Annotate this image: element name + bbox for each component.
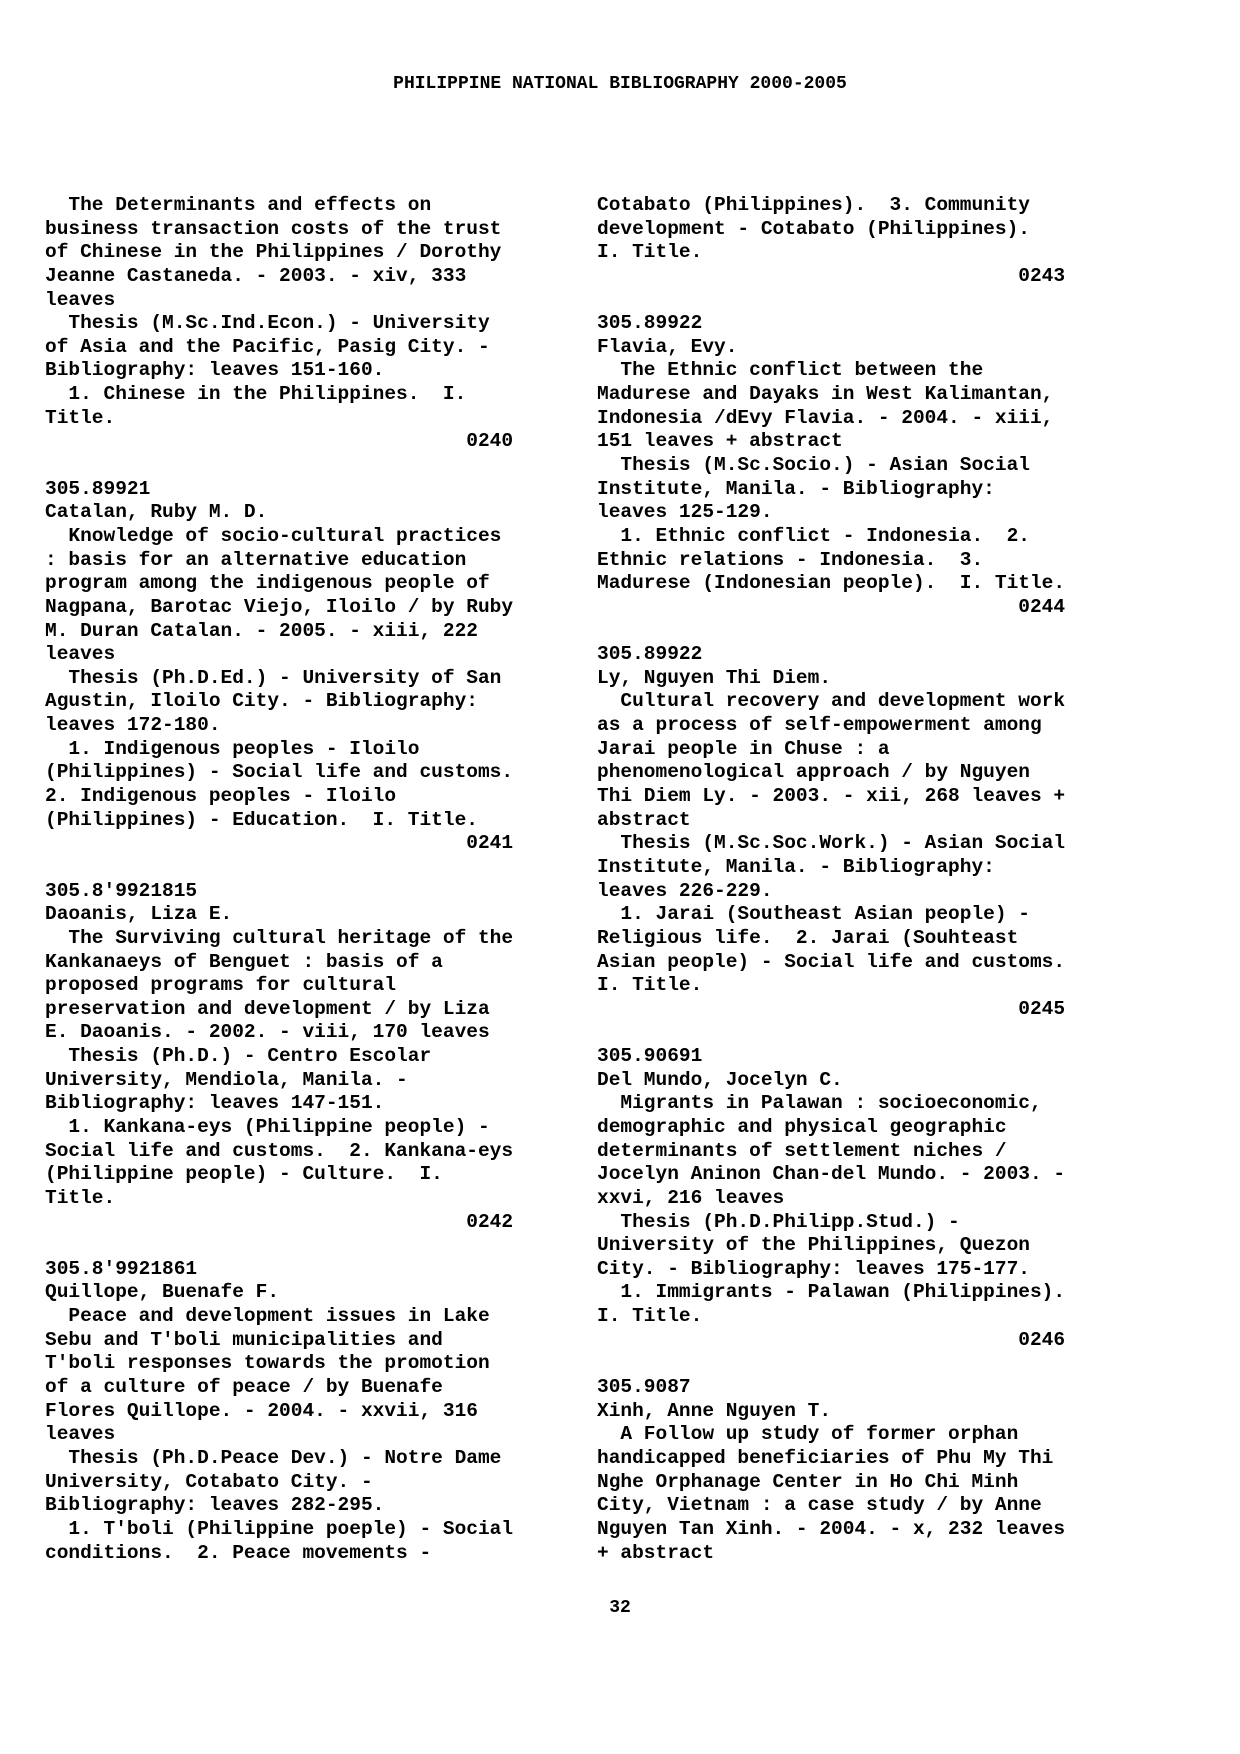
text-line: Institute, Manila. - Bibliography: bbox=[597, 855, 995, 878]
text-line: 305.90691 bbox=[597, 1045, 703, 1068]
text-line: Bibliography: leaves 147-151. bbox=[45, 1092, 385, 1115]
text-line: University of the Philippines, Quezon bbox=[597, 1234, 1030, 1257]
text-line: leaves 172-180. bbox=[45, 714, 221, 737]
text-line: Flores Quillope. - 2004. - xxvii, 316 bbox=[45, 1399, 478, 1422]
text-line: 1. Kankana-eys (Philippine people) - bbox=[45, 1115, 490, 1138]
text-line bbox=[597, 289, 1157, 313]
text-line: preservation and development / by Liza bbox=[45, 997, 490, 1020]
text-line: Xinh, Anne Nguyen T. bbox=[597, 1399, 832, 1422]
text-line bbox=[45, 454, 605, 478]
text-line: Madurese (Indonesian people). I. Title. bbox=[597, 572, 1066, 595]
text-line: 0241 bbox=[45, 832, 514, 855]
text-line bbox=[597, 620, 1157, 644]
text-line: Institute, Manila. - Bibliography: bbox=[597, 477, 995, 500]
text-line: of Chinese in the Philippines / Dorothy bbox=[45, 241, 502, 264]
page-header: PHILIPPINE NATIONAL BIBLIOGRAPHY 2000-2005 bbox=[393, 74, 847, 94]
text-line: 0245 bbox=[597, 997, 1066, 1020]
text-line: + abstract bbox=[597, 1541, 715, 1564]
text-line: Nguyen Tan Xinh. - 2004. - x, 232 leaves bbox=[597, 1517, 1066, 1540]
text-line: The Ethnic conflict between the bbox=[597, 359, 984, 382]
text-line: I. Title. bbox=[597, 241, 703, 264]
text-line: development - Cotabato (Philippines). bbox=[597, 217, 1030, 240]
text-line: 1. Chinese in the Philippines. I. bbox=[45, 383, 467, 406]
text-line: Ethnic relations - Indonesia. 3. bbox=[597, 548, 984, 571]
text-line: Thesis (Ph.D.) - Centro Escolar bbox=[45, 1045, 432, 1068]
text-line: (Philippines) - Social life and customs. bbox=[45, 761, 514, 784]
text-line: 1. Ethnic conflict - Indonesia. 2. bbox=[597, 524, 1030, 547]
text-line: Thesis (Ph.D.Peace Dev.) - Notre Dame bbox=[45, 1446, 502, 1469]
text-line bbox=[597, 1352, 1157, 1376]
text-line: 0240 bbox=[45, 430, 514, 453]
text-line: abstract bbox=[597, 808, 691, 831]
text-line: I. Title. bbox=[597, 1305, 703, 1328]
text-line: University, Mendiola, Manila. - bbox=[45, 1068, 408, 1091]
text-line: demographic and physical geographic bbox=[597, 1115, 1007, 1138]
text-line: 305.9087 bbox=[597, 1376, 691, 1399]
text-line: handicapped beneficiaries of Phu My Thi bbox=[597, 1446, 1054, 1469]
text-line bbox=[45, 1234, 605, 1258]
text-line: 0246 bbox=[597, 1328, 1066, 1351]
text-line: Flavia, Evy. bbox=[597, 335, 738, 358]
text-line: Thesis (Ph.D.Ed.) - University of San bbox=[45, 666, 502, 689]
text-line: leaves 226-229. bbox=[597, 879, 773, 902]
text-line: University, Cotabato City. - bbox=[45, 1470, 373, 1493]
text-line: Indonesia /dEvy Flavia. - 2004. - xiii, bbox=[597, 406, 1054, 429]
text-line: Thesis (M.Sc.Ind.Econ.) - University bbox=[45, 312, 490, 335]
text-line: Thesis (M.Sc.Socio.) - Asian Social bbox=[597, 454, 1030, 477]
text-line: City, Vietnam : a case study / by Anne bbox=[597, 1494, 1042, 1517]
right-column bbox=[597, 194, 1157, 1565]
text-line: leaves bbox=[45, 288, 116, 311]
text-line: Madurese and Dayaks in West Kalimantan, bbox=[597, 383, 1054, 406]
text-line: The Surviving cultural heritage of the bbox=[45, 926, 514, 949]
text-line: Title. bbox=[45, 1186, 116, 1209]
text-line: leaves 125-129. bbox=[597, 501, 773, 524]
text-line: 305.89922 bbox=[597, 643, 703, 666]
text-line: M. Duran Catalan. - 2005. - xiii, 222 bbox=[45, 619, 478, 642]
text-line: of Asia and the Pacific, Pasig City. - bbox=[45, 335, 490, 358]
text-line: Ly, Nguyen Thi Diem. bbox=[597, 666, 832, 689]
text-line: Bibliography: leaves 151-160. bbox=[45, 359, 385, 382]
text-line: 0244 bbox=[597, 595, 1066, 618]
text-line: Asian people) - Social life and customs. bbox=[597, 950, 1066, 973]
text-line: Sebu and T'boli municipalities and bbox=[45, 1328, 443, 1351]
text-line: Migrants in Palawan : socioeconomic, bbox=[597, 1092, 1042, 1115]
text-line: leaves bbox=[45, 1423, 116, 1446]
text-line: Thesis (Ph.D.Philipp.Stud.) - bbox=[597, 1210, 960, 1233]
text-line: The Determinants and effects on bbox=[45, 194, 432, 216]
text-line: A Follow up study of former orphan bbox=[597, 1423, 1019, 1446]
text-line: Social life and customs. 2. Kankana-eys bbox=[45, 1139, 514, 1162]
text-line: leaves bbox=[45, 643, 116, 666]
text-line: Jeanne Castaneda. - 2003. - xiv, 333 bbox=[45, 264, 467, 287]
text-line: 305.8'9921861 bbox=[45, 1257, 198, 1280]
text-line: City. - Bibliography: leaves 175-177. bbox=[597, 1257, 1030, 1280]
text-line: Quillope, Buenafe F. bbox=[45, 1281, 280, 1304]
text-line: conditions. 2. Peace movements - bbox=[45, 1541, 432, 1564]
text-line: Catalan, Ruby M. D. bbox=[45, 501, 268, 524]
text-line: Thesis (M.Sc.Soc.Work.) - Asian Social bbox=[597, 832, 1066, 855]
text-line: I. Title. bbox=[597, 974, 703, 997]
text-line: business transaction costs of the trust bbox=[45, 217, 502, 240]
text-line: Title. bbox=[45, 406, 116, 429]
text-line: 2. Indigenous peoples - Iloilo bbox=[45, 785, 397, 808]
text-line: program among the indigenous people of bbox=[45, 572, 490, 595]
text-line: Del Mundo, Jocelyn C. bbox=[597, 1068, 843, 1091]
text-line: as a process of self-empowerment among bbox=[597, 714, 1042, 737]
text-line: Jocelyn Aninon Chan-del Mundo. - 2003. - bbox=[597, 1163, 1066, 1186]
text-line: determinants of settlement niches / bbox=[597, 1139, 1007, 1162]
text-line: (Philippines) - Education. I. Title. bbox=[45, 808, 478, 831]
text-line: : basis for an alternative education bbox=[45, 548, 467, 571]
text-line: xxvi, 216 leaves bbox=[597, 1186, 785, 1209]
text-line: Peace and development issues in Lake bbox=[45, 1305, 490, 1328]
text-line: Jarai people in Chuse : a bbox=[597, 737, 890, 760]
text-line: Agustin, Iloilo City. - Bibliography: bbox=[45, 690, 478, 713]
text-line: Daoanis, Liza E. bbox=[45, 903, 233, 926]
text-line: 1. T'boli (Philippine poeple) - Social bbox=[45, 1517, 514, 1540]
text-line: Nagpana, Barotac Viejo, Iloilo / by Ruby bbox=[45, 595, 514, 618]
left-column bbox=[45, 194, 605, 1565]
text-line: 305.8'9921815 bbox=[45, 879, 198, 902]
text-line: Religious life. 2. Jarai (Souhteast bbox=[597, 926, 1019, 949]
text-line bbox=[597, 1021, 1157, 1045]
text-line: E. Daoanis. - 2002. - viii, 170 leaves bbox=[45, 1021, 490, 1044]
text-line: Nghe Orphanage Center in Ho Chi Minh bbox=[597, 1470, 1019, 1493]
text-line: Thi Diem Ly. - 2003. - xii, 268 leaves + bbox=[597, 785, 1066, 808]
text-line: Cotabato (Philippines). 3. Community bbox=[597, 194, 1030, 216]
text-line: Bibliography: leaves 282-295. bbox=[45, 1494, 385, 1517]
text-line: 305.89922 bbox=[597, 312, 703, 335]
text-line: 305.89921 bbox=[45, 477, 151, 500]
text-line: 0243 bbox=[597, 264, 1066, 287]
text-line: phenomenological approach / by Nguyen bbox=[597, 761, 1030, 784]
text-line: 1. Jarai (Southeast Asian people) - bbox=[597, 903, 1030, 926]
text-line: (Philippine people) - Culture. I. bbox=[45, 1163, 443, 1186]
text-line: 1. Immigrants - Palawan (Philippines). bbox=[597, 1281, 1066, 1304]
text-line bbox=[45, 856, 605, 880]
text-line: 151 leaves + abstract bbox=[597, 430, 843, 453]
text-line: Kankanaeys of Benguet : basis of a bbox=[45, 950, 443, 973]
text-line: Knowledge of socio-cultural practices bbox=[45, 524, 502, 547]
text-line: proposed programs for cultural bbox=[45, 974, 397, 997]
page-number: 32 bbox=[609, 1598, 631, 1618]
text-line: of a culture of peace / by Buenafe bbox=[45, 1376, 443, 1399]
text-line: 1. Indigenous peoples - Iloilo bbox=[45, 737, 420, 760]
text-line: Cultural recovery and development work bbox=[597, 690, 1066, 713]
text-line: T'boli responses towards the promotion bbox=[45, 1352, 490, 1375]
text-line: 0242 bbox=[45, 1210, 514, 1233]
